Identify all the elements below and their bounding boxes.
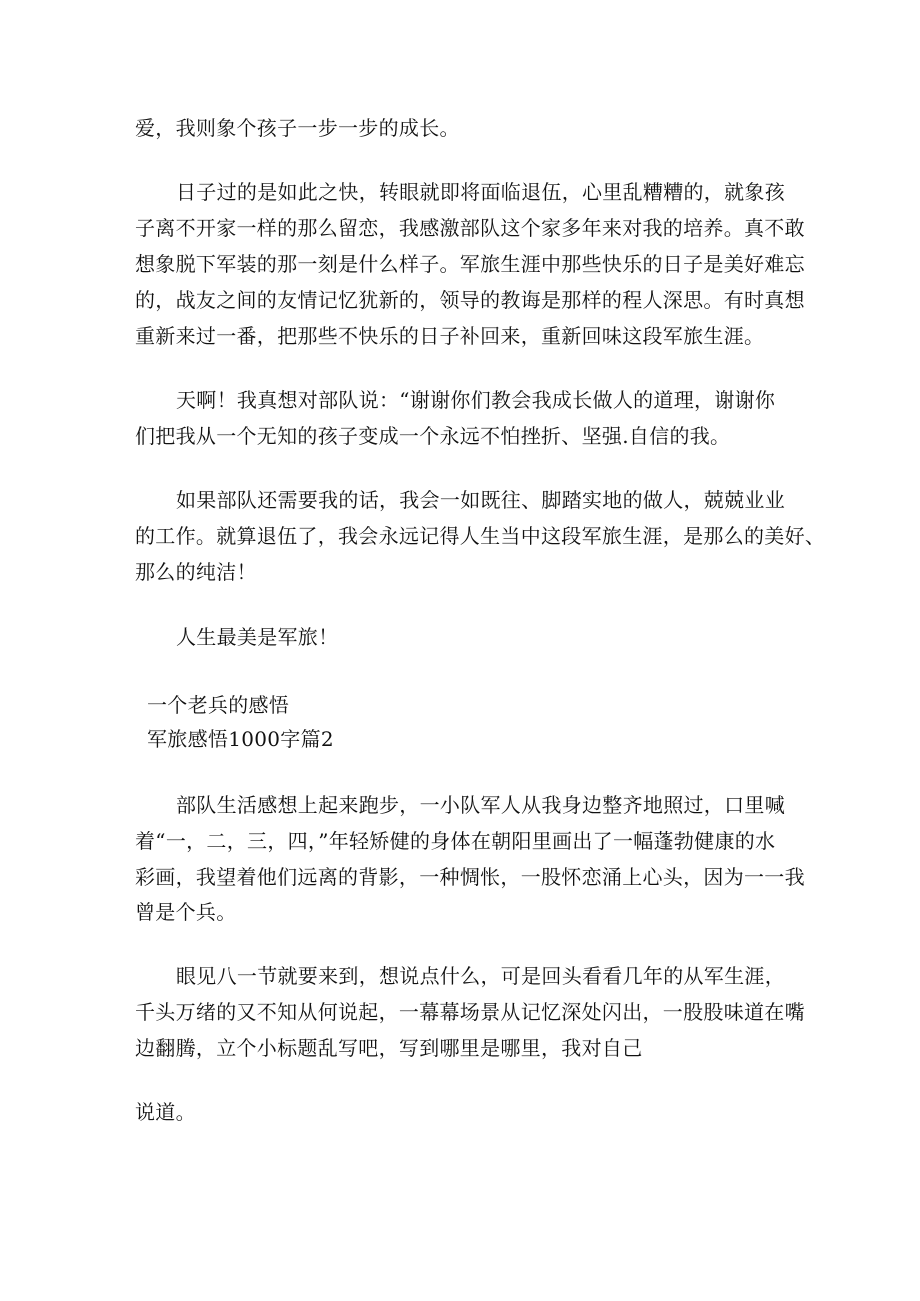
text-line: 们把我从一个无知的孩子变成一个永远不怕挫折、坚强.自信的我。 bbox=[135, 424, 731, 448]
text-line: 如果部队还需要我的话，我会一如既往、脚踏实地的做人，兢兢业业 bbox=[176, 488, 785, 512]
text-line: 重新来过一番，把那些不快乐的日子补回来，重新回味这段军旅生涯。 bbox=[135, 324, 765, 348]
text-line: 部队生活感想上起来跑步，一小队军人从我身边整齐地照过，口里喊 bbox=[176, 793, 785, 817]
text-line: 爱，我则象个孩子一步一步的成长。 bbox=[135, 116, 460, 140]
text-line: 的工作。就算退伍了，我会永远记得人生当中这段军旅生涯，是那么的美好、 bbox=[135, 524, 826, 548]
text-line: 说道。 bbox=[135, 1100, 196, 1124]
text-line: 眼见八一节就要来到，想说点什么，可是回头看看几年的从军生涯， bbox=[176, 964, 785, 988]
section-heading: 军旅感悟1000字篇2 bbox=[147, 727, 334, 751]
text-line: 彩画，我望着他们远离的背影，一种惆怅，一股怀恋涌上心头，因为一一我 bbox=[135, 865, 805, 889]
text-line: 的，战友之间的友情记忆犹新的，领导的教诲是那样的程人深思。有时真想 bbox=[135, 288, 805, 312]
text-line: 边翻腾，立个小标题乱写吧，写到哪里是哪里，我对自己 bbox=[135, 1036, 643, 1060]
text-line: 着“一，二，三，四，”年轻矫健的身体在朝阳里画出了一幅蓬勃健康的水 bbox=[135, 829, 776, 853]
text-line: 千头万绪的又不知从何说起，一幕幕场景从记忆深处闪出，一股股味道在嘴 bbox=[135, 1000, 805, 1024]
text-line: 想象脱下军装的那一刻是什么样子。军旅生涯中那些快乐的日子是美好难忘 bbox=[135, 252, 805, 276]
text-line: 日子过的是如此之快，转眼就即将面临退伍，心里乱糟糟的，就象孩 bbox=[176, 180, 785, 204]
text-line: 那么的纯洁！ bbox=[135, 560, 257, 584]
section-heading: 一个老兵的感悟 bbox=[147, 693, 290, 717]
text-line: 天啊！我真想对部队说：“谢谢你们教会我成长做人的道理，谢谢你 bbox=[176, 388, 776, 412]
text-line: 曾是个兵。 bbox=[135, 900, 237, 924]
text-line: 子离不开家一样的那么留恋，我感激部队这个家多年来对我的培养。真不敢 bbox=[135, 216, 805, 240]
text-line: 人生最美是军旅！ bbox=[176, 625, 339, 649]
